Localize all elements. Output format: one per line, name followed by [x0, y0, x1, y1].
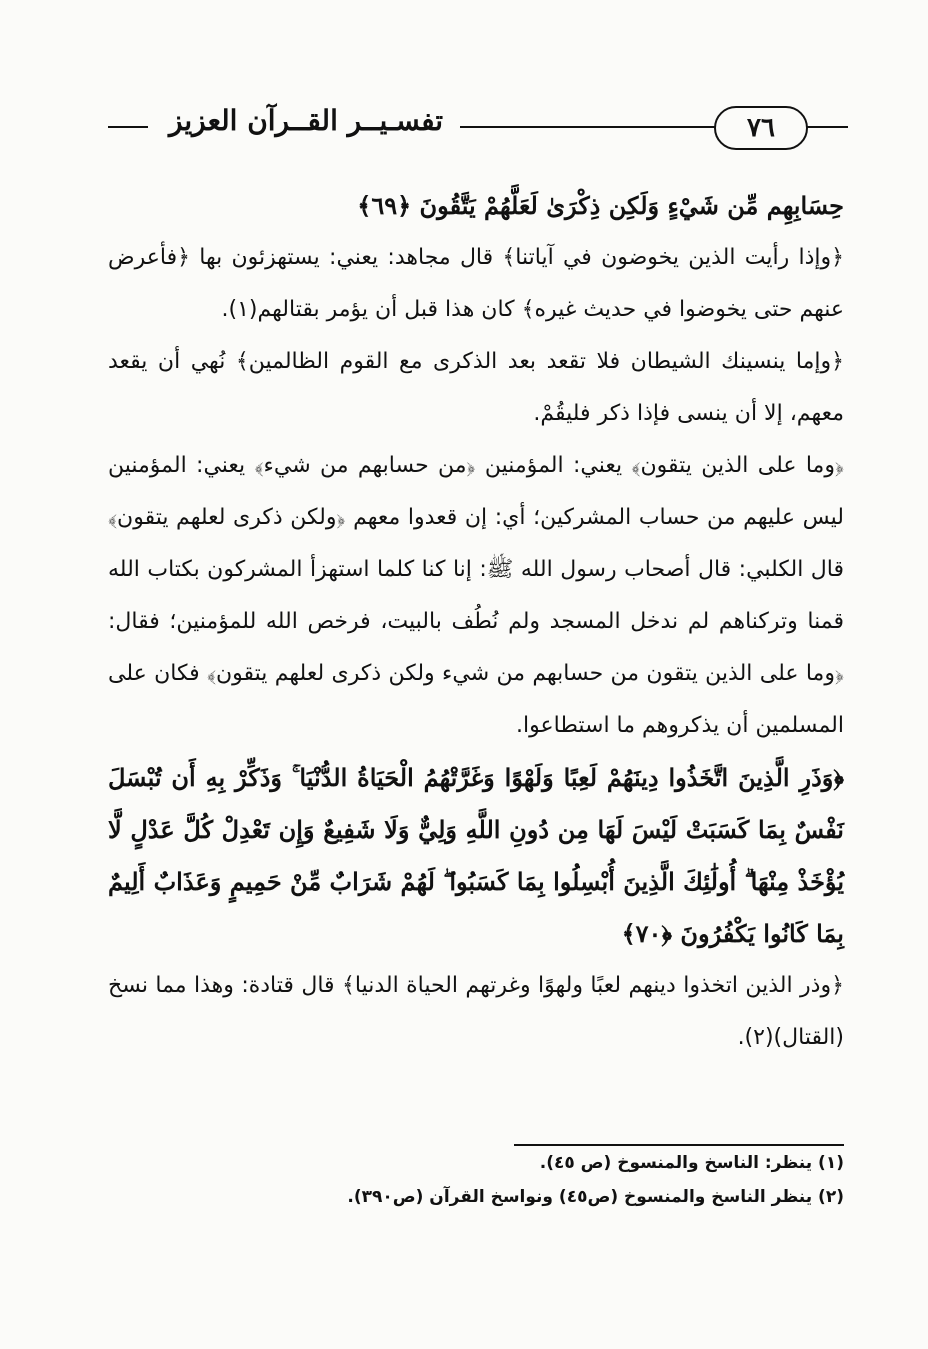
- footnote: (٢) ينظر الناسخ والمنسوخ (ص٤٥) ونواسخ القرآن (ص٣٩٠).: [347, 1187, 844, 1207]
- commentary-paragraph: ﴿وما على الذين يتقون﴾ يعني: المؤمنين ﴿من حسابهم من شيء﴾ يعني: المؤمنين ليس عليهم من حساب المشركين؛ أي: إن قعدوا معهم ﴿ولكن ذكرى لعلهم يتقون﴾ قال الكلبي: قال أصحاب رسول الله ﷺ: إنا كنا كلما استهزأ المشركون بكتاب الله قمنا وتركناهم لم ندخل المسجد ولم نُطُف بالبيت، فرخص الله للمؤمنين؛ فقال: ﴿وما على الذين يتقون من حسابهم من شيء ولكن ذكرى لعلهم يتقون﴾ فكان على المسلمين أن يذكروهم ما استطاعوا.: [108, 453, 844, 738]
- footnote: (١) ينظر: الناسخ والمنسوخ (ص ٤٥).: [539, 1153, 844, 1173]
- commentary-paragraph: ﴿وذر الذين اتخذوا دينهم لعبًا ولهوًا وغرتهم الحياة الدنيا﴾ قال قتادة: وهذا مما نسخ (القتال)(٢).: [108, 973, 844, 1050]
- quran-verse-continuation: حِسَابِهِم مِّن شَيْءٍ وَلَكِن ذِكْرَىٰ لَعَلَّهُمْ يَتَّقُونَ ﴿٦٩﴾: [357, 191, 844, 220]
- header-rule-right: [808, 126, 848, 128]
- header-rule-left: [108, 126, 148, 128]
- page-header: [108, 98, 848, 158]
- commentary-paragraph: ﴿وإذا رأيت الذين يخوضون في آياتنا﴾ قال مجاهد: يعني: يستهزئون بها ﴿فأعرض عنهم حتى يخوضوا في حديث غيره﴾ كان هذا قبل أن يؤمر بقتالهم(١).: [108, 245, 844, 322]
- footnotes: [108, 1146, 844, 1214]
- commentary-paragraph: ﴿وإما ينسينك الشيطان فلا تقعد بعد الذكرى مع القوم الظالمين﴾ نُهي أن يقعد معهم، إلا أن ينسى فإذا ذكر فليقُمْ.: [108, 349, 844, 426]
- quran-verse: ﴿وَذَرِ الَّذِينَ اتَّخَذُوا دِينَهُمْ لَعِبًا وَلَهْوًا وَغَرَّتْهُمُ الْحَيَاةُ الدُّنْيَا ۚ وَذَكِّرْ بِهِ أَن تُبْسَلَ نَفْسٌ بِمَا كَسَبَتْ لَيْسَ لَهَا مِن دُونِ اللَّهِ وَلِيٌّ وَلَا شَفِيعٌ وَإِن تَعْدِلْ كُلَّ عَدْلٍ لَّا يُؤْخَذْ مِنْهَا ۗ أُولَٰئِكَ الَّذِينَ أُبْسِلُوا بِمَا كَسَبُوا ۖ لَهُمْ شَرَابٌ مِّنْ حَمِيمٍ وَعَذَابٌ أَلِيمٌ بِمَا كَانُوا يَكْفُرُونَ ﴿٧٠﴾: [108, 763, 844, 948]
- running-title: تفسـيــر القــرآن العزيز: [168, 104, 444, 137]
- page-number: ٧٦: [714, 106, 808, 150]
- page-body: [108, 180, 844, 1064]
